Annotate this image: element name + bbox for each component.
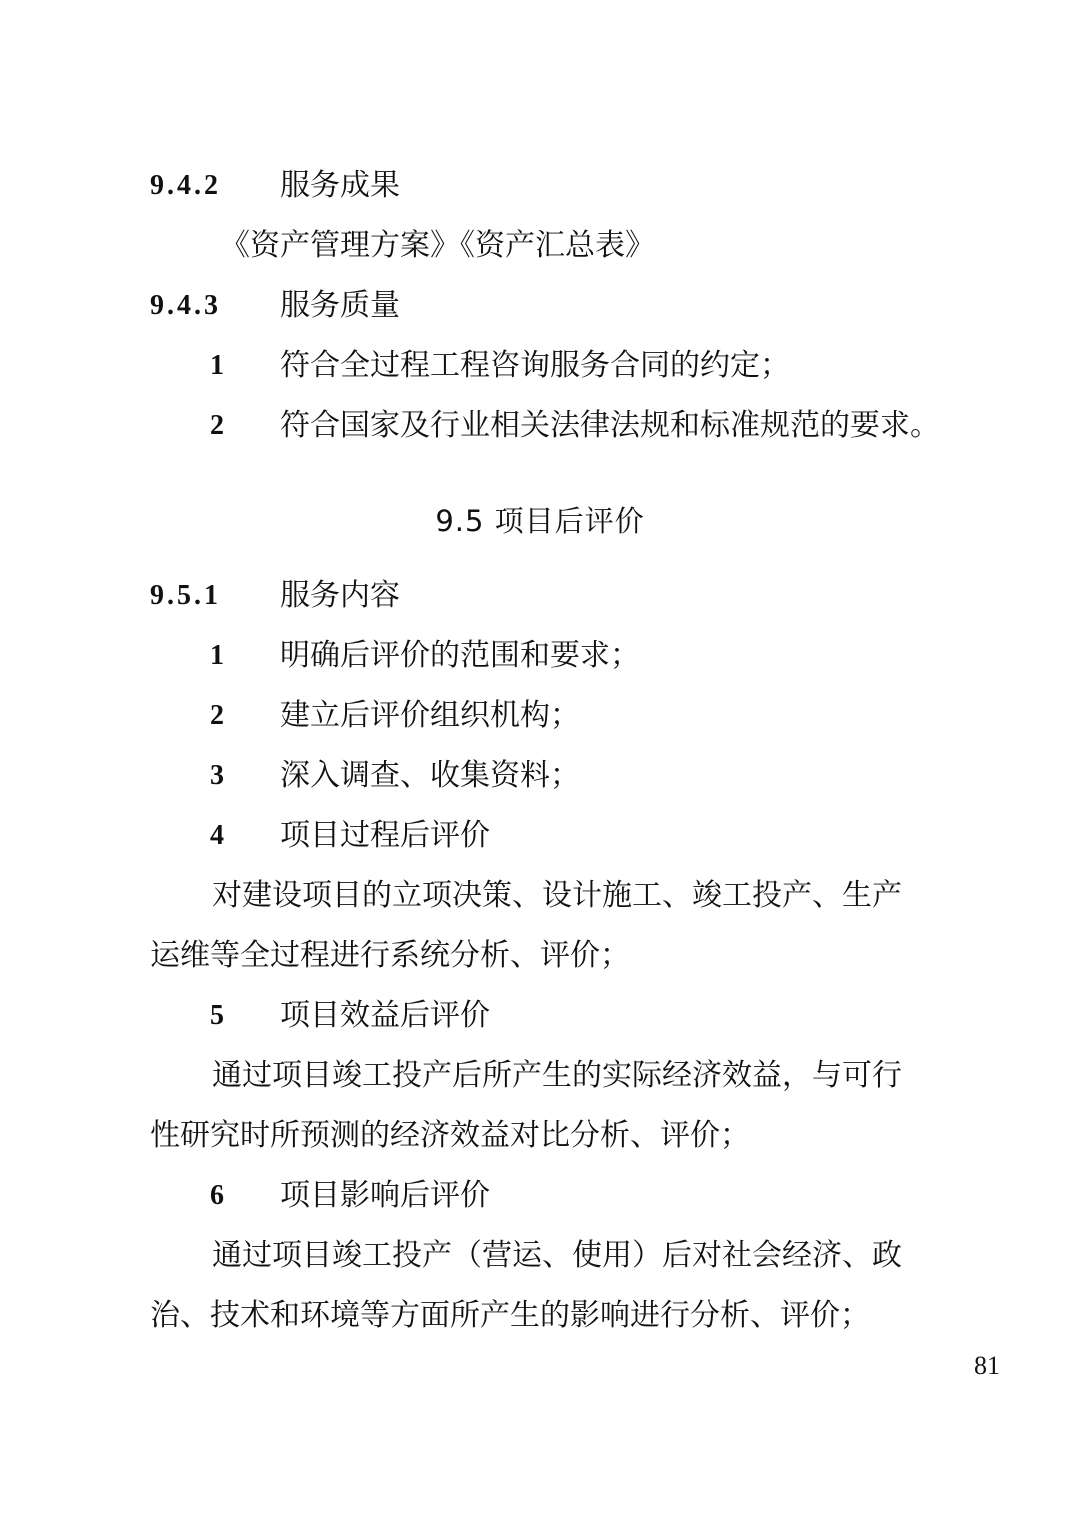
paragraph-line bbox=[0, 1110, 1080, 1162]
list-item bbox=[0, 690, 1080, 742]
paragraph-line bbox=[0, 1230, 1080, 1282]
list-item bbox=[0, 810, 1080, 862]
list-item bbox=[0, 400, 1080, 452]
section-title: 服务成果 bbox=[280, 168, 400, 203]
item-text: 建立后评价组织机构； bbox=[280, 698, 580, 733]
paragraph-text: 对建设项目的立项决策、设计施工、竣工投产、生产 bbox=[212, 878, 902, 913]
item-text: 项目过程后评价 bbox=[280, 818, 490, 853]
paragraph-text: 治、技术和环境等方面所产生的影响进行分析、评价； bbox=[150, 1298, 870, 1333]
item-number: 2 bbox=[210, 410, 227, 441]
item-number: 3 bbox=[210, 760, 227, 791]
list-item bbox=[0, 750, 1080, 802]
section-number: 9.4.3 bbox=[150, 290, 221, 321]
item-number: 5 bbox=[210, 1000, 227, 1031]
paragraph-text: 通过项目竣工投产后所产生的实际经济效益，与可行 bbox=[212, 1058, 902, 1093]
paragraph-line bbox=[0, 870, 1080, 922]
paragraph-line bbox=[0, 930, 1080, 982]
item-number: 4 bbox=[210, 820, 227, 851]
paragraph-line bbox=[0, 1050, 1080, 1102]
item-number: 2 bbox=[210, 700, 227, 731]
paragraph-line bbox=[0, 1290, 1080, 1342]
item-number: 1 bbox=[210, 640, 227, 671]
page-number: 81 bbox=[974, 1351, 1000, 1380]
section-title: 服务内容 bbox=[280, 578, 400, 613]
section-number: 9.4.2 bbox=[150, 170, 221, 201]
section-9-5-title-row bbox=[0, 495, 1080, 547]
section-9-4-3-heading bbox=[0, 280, 1080, 332]
paragraph-text: 运维等全过程进行系统分析、评价； bbox=[150, 938, 630, 973]
paragraph-text: 性研究时所预测的经济效益对比分析、评价； bbox=[150, 1118, 750, 1153]
item-text: 符合国家及行业相关法律法规和标准规范的要求。 bbox=[280, 408, 940, 443]
list-item bbox=[0, 630, 1080, 682]
item-number: 1 bbox=[210, 350, 227, 381]
item-text: 项目效益后评价 bbox=[280, 998, 490, 1033]
list-item bbox=[0, 1170, 1080, 1222]
item-text: 符合全过程工程咨询服务合同的约定； bbox=[280, 348, 790, 383]
deliverables-text: 《资产管理方案》《资产汇总表》 bbox=[220, 228, 655, 263]
section-9-5-1-heading bbox=[0, 570, 1080, 622]
paragraph-text: 通过项目竣工投产（营运、使用）后对社会经济、政 bbox=[212, 1238, 902, 1273]
section-9-4-2-deliverables bbox=[0, 220, 1080, 272]
section-9-4-2-heading bbox=[0, 160, 1080, 212]
item-text: 深入调查、收集资料； bbox=[280, 758, 580, 793]
item-text: 明确后评价的范围和要求； bbox=[280, 638, 640, 673]
chapter-section-title: 9.5 项目后评价 bbox=[435, 504, 645, 538]
item-text: 项目影响后评价 bbox=[280, 1178, 490, 1213]
section-title: 服务质量 bbox=[280, 288, 400, 323]
item-number: 6 bbox=[210, 1180, 227, 1211]
page-footer bbox=[0, 1340, 1080, 1392]
list-item bbox=[0, 340, 1080, 392]
section-number: 9.5.1 bbox=[150, 580, 221, 611]
list-item bbox=[0, 990, 1080, 1042]
